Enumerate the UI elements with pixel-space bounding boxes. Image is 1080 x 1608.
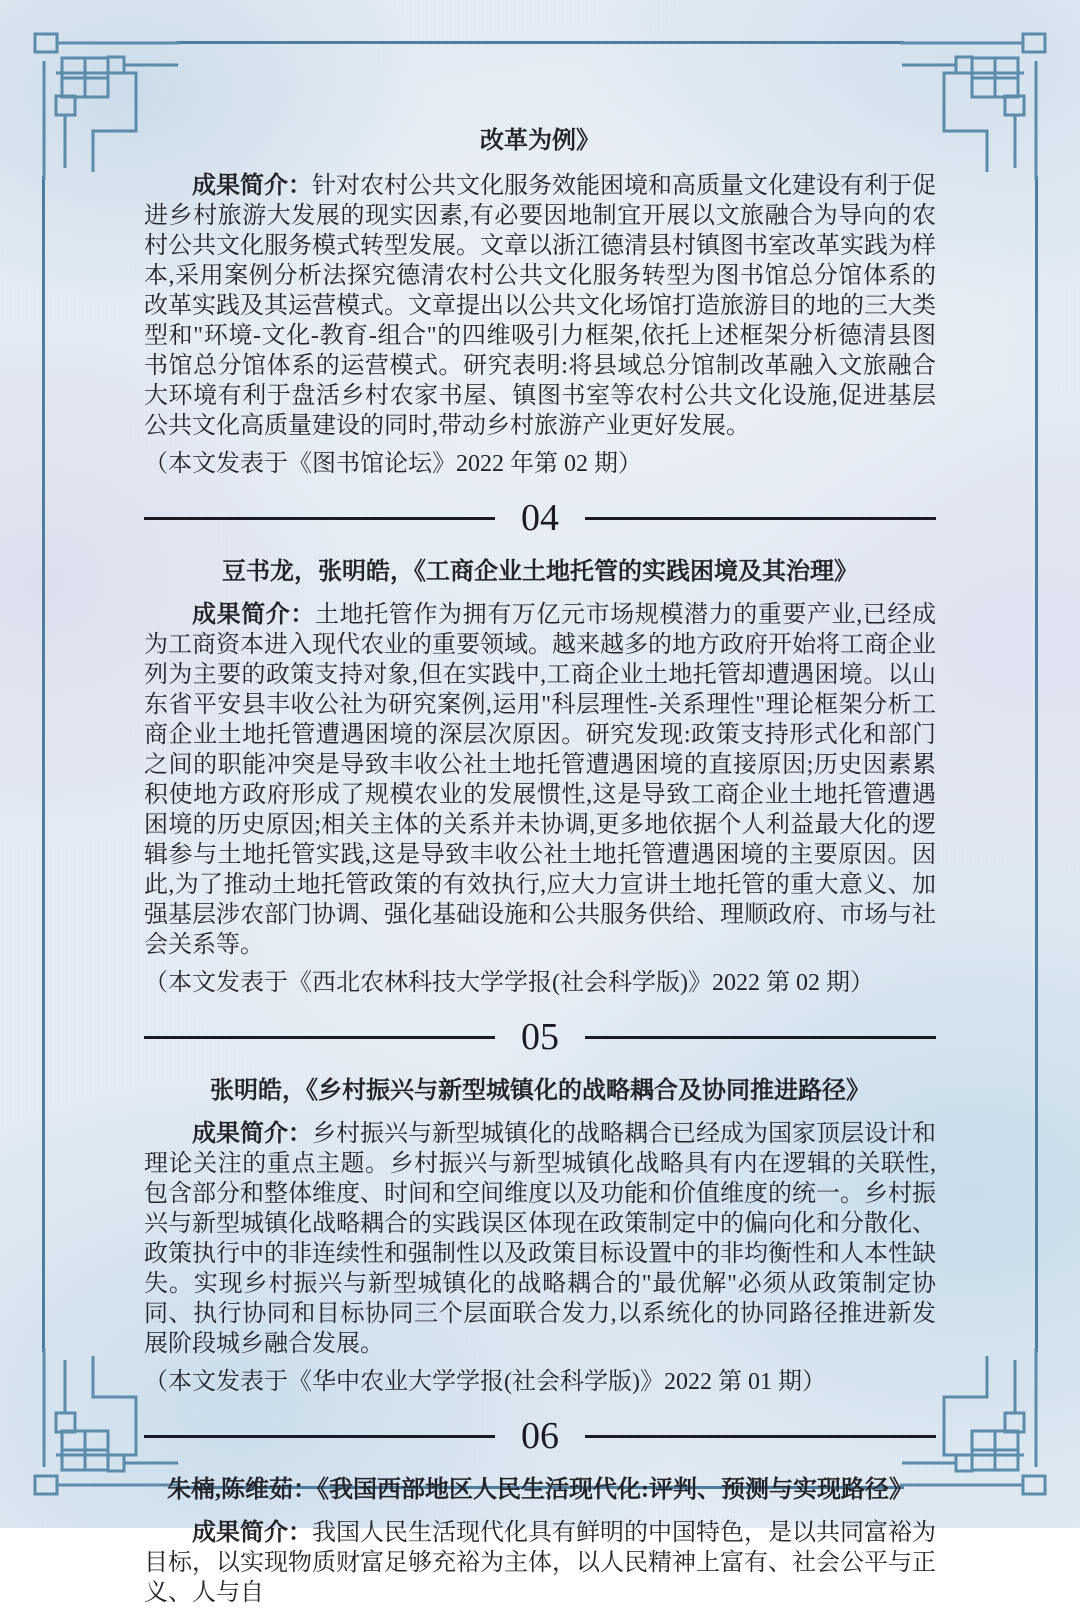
summary-label: 成果简介： — [192, 173, 312, 199]
section-divider — [144, 1417, 936, 1455]
divider-line-right — [585, 1036, 936, 1039]
section-number: 05 — [521, 1016, 559, 1058]
section-title: 豆书龙，张明皓，《工商企业土地托管的实践困境及其治理》 — [222, 559, 858, 585]
section-number: 06 — [521, 1415, 559, 1457]
publication-source: （本文发表于《图书馆论坛》2022 年第 02 期） — [144, 451, 642, 477]
section-title: 朱楠,陈维茹：《我国西部地区人民生活现代化:评判、预测与实现路径》 — [167, 1477, 913, 1503]
summary-label: 成果简介： — [192, 1520, 312, 1546]
frame-line-top — [176, 41, 904, 44]
divider-line-left — [144, 1435, 495, 1438]
summary-label: 成果简介： — [192, 1121, 312, 1147]
paragraph-text: 针对农村公共文化服务效能困境和高质量文化建设有利于促进乡村旅游大发展的现实因素,有必要因地制宜开展以文旅融合为导向的农村公共文化服务模式转型发展。文章以浙江德清县村镇图书室改革实践为样本,采用案例分析法探究德清农村公共文化服务转型为图书馆总分馆体系的改革实践及其运营模式。文章提出以公共文化场馆打造旅游目的地的三大类型和"环境-文化-教育-组合"的四维吸引力框架,依托上述框架分析德清县图书馆总分馆体系的运营模式。研究表明:将县域总分馆制改革融入文旅融合大环境有利于盘活乡村农家书屋、镇图书室等农村公共文化设施,促进基层公共文化高质量建设的同时,带动乡村旅游产业更好发展。 — [144, 173, 936, 439]
section-number: 04 — [521, 497, 559, 539]
summary-label: 成果简介： — [192, 602, 315, 628]
divider-line-left — [144, 1036, 495, 1039]
section-title: 张明皓，《乡村振兴与新型城镇化的战略耦合及协同推进路径》 — [210, 1078, 870, 1104]
paragraph-text: 我国人民生活现代化具有鲜明的中国特色，是以共同富裕为目标，以实现物质财富足够充裕为主体，以人民精神上富有、社会公平与正义、人与自 — [144, 1520, 936, 1606]
section-divider — [144, 499, 936, 537]
divider-line-right — [585, 1435, 936, 1438]
divider-line-right — [585, 517, 936, 520]
section-divider — [144, 1018, 936, 1056]
continued-title: 改革为例》 — [480, 128, 600, 154]
section-paragraph — [144, 1518, 936, 1608]
continued-paragraph — [144, 171, 936, 441]
paragraph-text: 土地托管作为拥有万亿元市场规模潜力的重要产业,已经成为工商资本进入现代农业的重要领域。越来越多的地方政府开始将工商企业列为主要的政策支持对象,但在实践中,工商企业土地托管却遭遇困境。以山东省平安县丰收公社为研究案例,运用"科层理性-关系理性"理论框架分析工商企业土地托管遭遇困境的深层次原因。研究发现:政策支持形式化和部门之间的职能冲突是导致丰收公社土地托管遭遇困境的直接原因;历史因素累积使地方政府形成了规模农业的发展惯性,这是导致工商企业土地托管遭遇困境的历史原因;相关主体的关系并未协调,更多地依据个人利益最大化的逻辑参与土地托管实践,这是导致丰收公社土地托管遭遇困境的主要原因。因此,为了推动土地托管政策的有效执行,应大力宣讲土地托管的重大意义、加强基层涉农部门协调、强化基础设施和公共服务供给、理顺政府、市场与社会关系等。 — [144, 602, 936, 958]
section-paragraph — [144, 1119, 936, 1359]
frame-line-right — [1035, 176, 1038, 1352]
publication-source: （本文发表于《西北农林科技大学学报(社会科学版)》2022 第 02 期） — [144, 970, 874, 996]
content-column — [144, 120, 936, 1608]
frame-line-left — [42, 176, 45, 1352]
divider-line-left — [144, 517, 495, 520]
publication-source: （本文发表于《华中农业大学学报(社会科学版)》2022 第 01 期） — [144, 1369, 826, 1395]
paragraph-text: 乡村振兴与新型城镇化的战略耦合已经成为国家顶层设计和理论关注的重点主题。乡村振兴与新型城镇化战略具有内在逻辑的关联性,包含部分和整体维度、时间和空间维度以及功能和价值维度的统一。乡村振兴与新型城镇化战略耦合的实践误区体现在政策制定中的偏向化和分散化、政策执行中的非连续性和强制性以及政策目标设置中的非均衡性和人本性缺失。实现乡村振兴与新型城镇化的战略耦合的"最优解"必须从政策制定协同、执行协同和目标协同三个层面联合发力,以系统化的协同路径推进新发展阶段城乡融合发展。 — [144, 1121, 936, 1357]
section-paragraph — [144, 600, 936, 960]
